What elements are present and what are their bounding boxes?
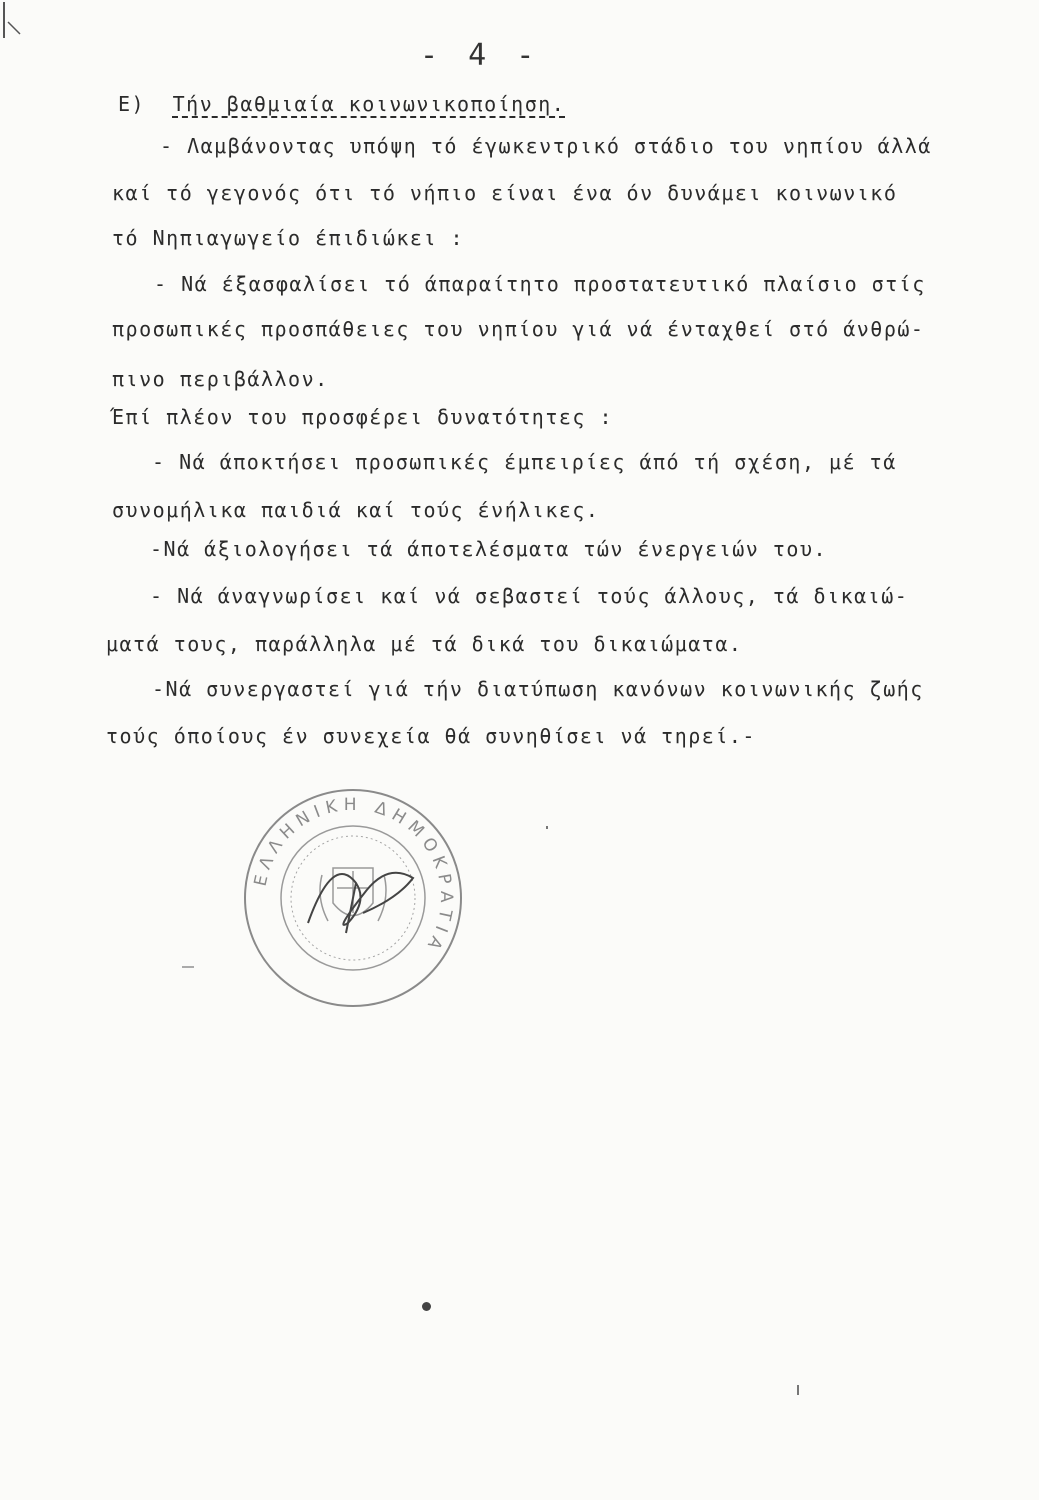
page-number: - 4 - [420,38,541,73]
section-heading [118,92,565,116]
text-line: -Νά άξιολογήσει τά άποτελέσματα τών ένεργειών του. [150,537,828,561]
ink-dot [422,1302,431,1311]
official-stamp [238,783,468,1013]
text-line: προσωπικές προσπάθειες του νηπίου γιά νά ένταχθεί στό άνθρώ- [112,317,925,341]
text-line: - Νά άναγνωρίσει καί νά σεβαστεί τούς άλλους, τά δικαιώ- [150,584,909,608]
text-line: πινο περιβάλλον. [112,367,329,391]
corner-mark [0,0,24,40]
text-line: τό Νηπιαγωγείο έπιδιώκει : [112,226,465,250]
text-line: - Νά άποκτήσει προσωπικές έμπειρίες άπό τή σχέση, μέ τά [152,450,897,474]
text-line: τούς όποίους έν συνεχεία θά συνηθίσει νά τηρεί.- [106,724,756,748]
heading-text: Τήν βαθμιαία κοινωνικοποίηση. [172,92,566,116]
text-line: συνομήλικα παιδιά καί τούς ένήλικες. [112,498,600,522]
ink-mark [182,966,194,968]
text-line: ματά τους, παράλληλα μέ τά δικά του δικαιώματα. [106,632,743,656]
text-line: Έπί πλέον του προσφέρει δυνατότητες : [112,405,614,429]
heading-label: Ε) [118,92,146,116]
signature-icon [308,873,413,933]
text-line: - Λαμβάνοντας υπόψη τό έγωκεντρικό στάδιο του νηπίου άλλά [160,134,932,158]
text-line: - Νά έξασφαλίσει τό άπαραίτητο προστατευτικό πλαίσιο στίς [154,272,926,296]
svg-text:ΕΛΛΗΝΙΚΗ ΔΗΜΟΚΡΑΤΙΑ: ΕΛΛΗΝΙΚΗ ΔΗΜΟΚΡΑΤΙΑ [250,794,457,958]
text-line: -Νά συνεργαστεί γιά τήν διατύπωση κανόνων κοινωνικής ζωής [152,677,924,701]
text-line: καί τό γεγονός ότι τό νήπιο είναι ένα όν δυνάμει κοινωνικό [112,181,898,205]
ink-mark [797,1385,799,1395]
ink-mark [546,826,548,829]
